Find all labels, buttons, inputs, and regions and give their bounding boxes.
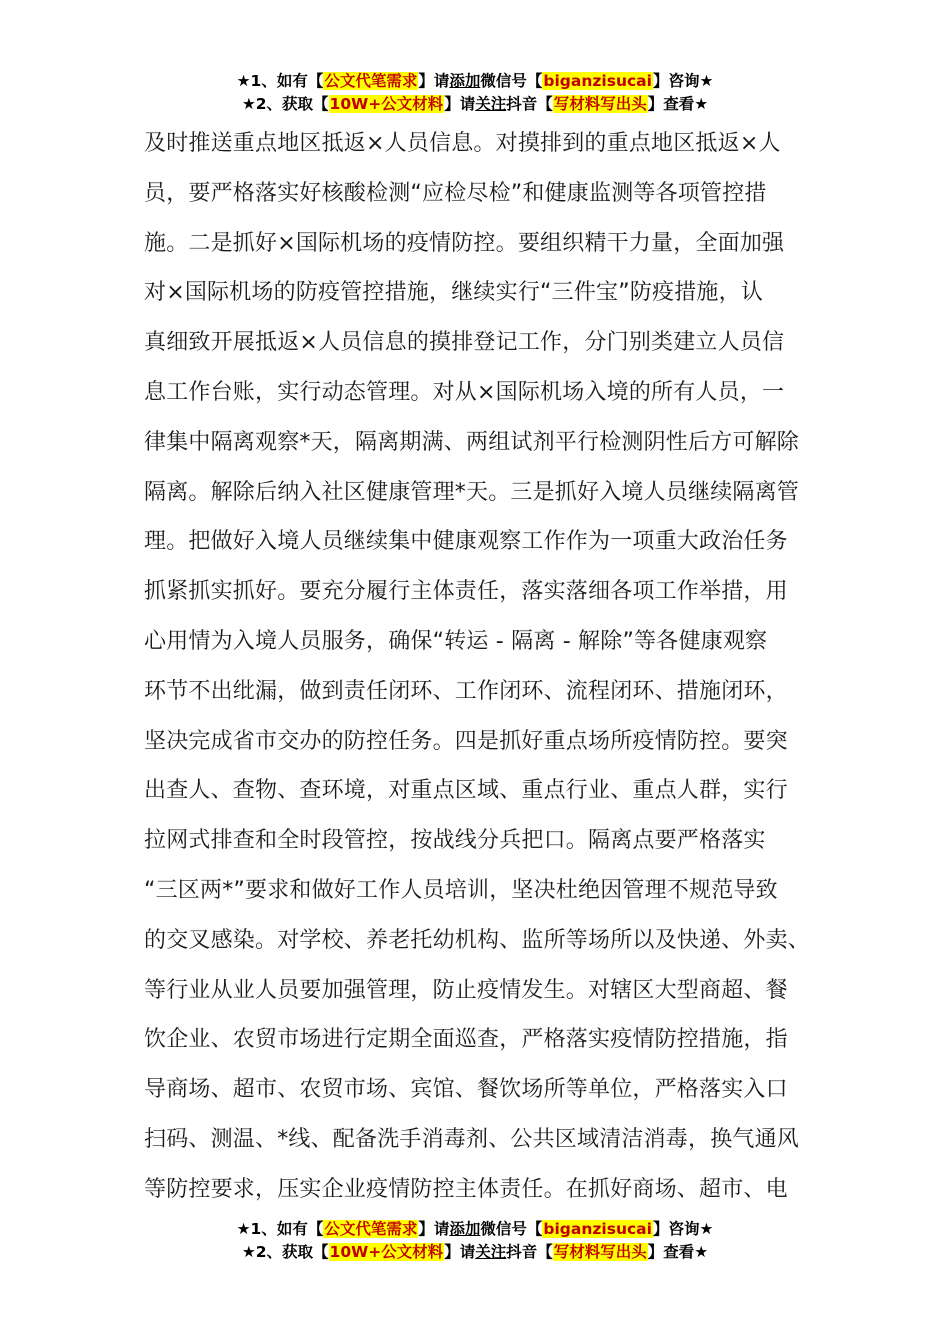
banner-text: ★1、如有【 <box>236 72 324 90</box>
body-line: 环节不出纰漏，做到责任闭环、工作闭环、流程闭环、措施闭环， <box>144 678 788 704</box>
banner-text: 抖音【 <box>506 95 553 113</box>
banner-text: ★2、获取【 <box>241 1243 329 1261</box>
banner-text: ★1、如有【 <box>236 1220 324 1238</box>
body-line: 隔离。解除后纳入社区健康管理*天。三是抓好入境人员继续隔离管 <box>144 479 800 505</box>
banner-text: 】请 <box>418 72 450 90</box>
body-line: 坚决完成省市交办的防控任务。四是抓好重点场所疫情防控。要突 <box>144 728 788 754</box>
banner-text: 】请 <box>444 95 476 113</box>
banner-text: 微信号【 <box>480 1220 543 1238</box>
banner-line-1 <box>0 1218 950 1241</box>
banner-text: 】请 <box>418 1220 450 1238</box>
body-line: 真细致开展抵返×人员信息的摸排登记工作，分门别类建立人员信 <box>144 330 785 356</box>
document-body <box>144 119 812 1215</box>
body-line: 及时推送重点地区抵返×人员信息。对摸排到的重点地区抵返×人 <box>144 131 781 156</box>
banner-text: 】查看★ <box>647 1243 709 1261</box>
banner-text: 】咨询★ <box>652 1220 714 1238</box>
body-line: 施。二是抓好×国际机场的疫情防控。要组织精干力量，全面加强 <box>144 230 785 256</box>
header-banner <box>0 70 950 116</box>
banner-highlight: 公文代笔需求 <box>324 72 418 90</box>
banner-text: ★2、获取【 <box>241 95 329 113</box>
banner-highlight: 写材料写出头 <box>553 1243 647 1261</box>
banner-underline: 添加 <box>449 1220 481 1238</box>
banner-highlight: 10W+公文材料 <box>329 1243 444 1261</box>
banner-highlight: 公文代笔需求 <box>324 1220 418 1238</box>
banner-highlight: 写材料写出头 <box>553 95 647 113</box>
banner-line-1 <box>0 70 950 93</box>
body-line: 拉网式排查和全时段管控，按战线分兵把口。隔离点要严格落实 <box>144 828 766 854</box>
body-line: 等行业从业人员要加强管理，防止疫情发生。对辖区大型商超、餐 <box>144 977 788 1003</box>
body-line: 员，要严格落实好核酸检测“应检尽检”和健康监测等各项管控措 <box>144 180 767 206</box>
body-line: 心用情为入境人员服务，确保“转运 - 隔离 - 解除”等各健康观察 <box>144 628 768 654</box>
body-line: 对×国际机场的防疫管控措施，继续实行“三件宝”防疫措施，认 <box>144 280 764 306</box>
footer-banner <box>0 1218 950 1264</box>
body-line: 的交叉感染。对学校、养老托幼机构、监所等场所以及快递、外卖、 <box>144 927 811 953</box>
body-line: 扫码、测温、*线、配备洗手消毒剂、公共区域清洁消毒，换气通风 <box>144 1126 800 1152</box>
banner-text: 微信号【 <box>480 72 543 90</box>
banner-underline: 关注 <box>475 95 507 113</box>
body-line: 律集中隔离观察*天，隔离期满、两组试剂平行检测阴性后方可解除 <box>144 429 800 455</box>
banner-highlight: biganzisucai <box>543 1220 652 1238</box>
body-line: “三区两*”要求和做好工作人员培训，坚决杜绝因管理不规范导致 <box>144 877 778 903</box>
banner-line-2 <box>0 93 950 116</box>
body-line: 理。把做好入境人员继续集中健康观察工作作为一项重大政治任务 <box>144 529 788 555</box>
banner-text: 】查看★ <box>647 95 709 113</box>
body-line: 等防控要求，压实企业疫情防控主体责任。在抓好商场、超市、电 <box>144 1176 788 1202</box>
body-line: 息工作台账，实行动态管理。对从×国际机场入境的所有人员，一 <box>144 379 785 405</box>
body-line: 出查人、查物、查环境，对重点区域、重点行业、重点人群，实行 <box>144 778 788 804</box>
banner-highlight: 10W+公文材料 <box>329 95 444 113</box>
body-line: 饮企业、农贸市场进行定期全面巡查，严格落实疫情防控措施，指 <box>144 1027 788 1053</box>
banner-underline: 关注 <box>475 1243 507 1261</box>
body-line: 抓紧抓实抓好。要充分履行主体责任，落实落细各项工作举措，用 <box>144 579 788 605</box>
banner-highlight: biganzisucai <box>543 72 652 90</box>
banner-underline: 添加 <box>449 72 481 90</box>
banner-text: 】咨询★ <box>652 72 714 90</box>
banner-line-2 <box>0 1241 950 1264</box>
banner-text: 抖音【 <box>506 1243 553 1261</box>
body-line: 导商场、超市、农贸市场、宾馆、餐饮场所等单位，严格落实入口 <box>144 1077 788 1103</box>
banner-text: 】请 <box>444 1243 476 1261</box>
